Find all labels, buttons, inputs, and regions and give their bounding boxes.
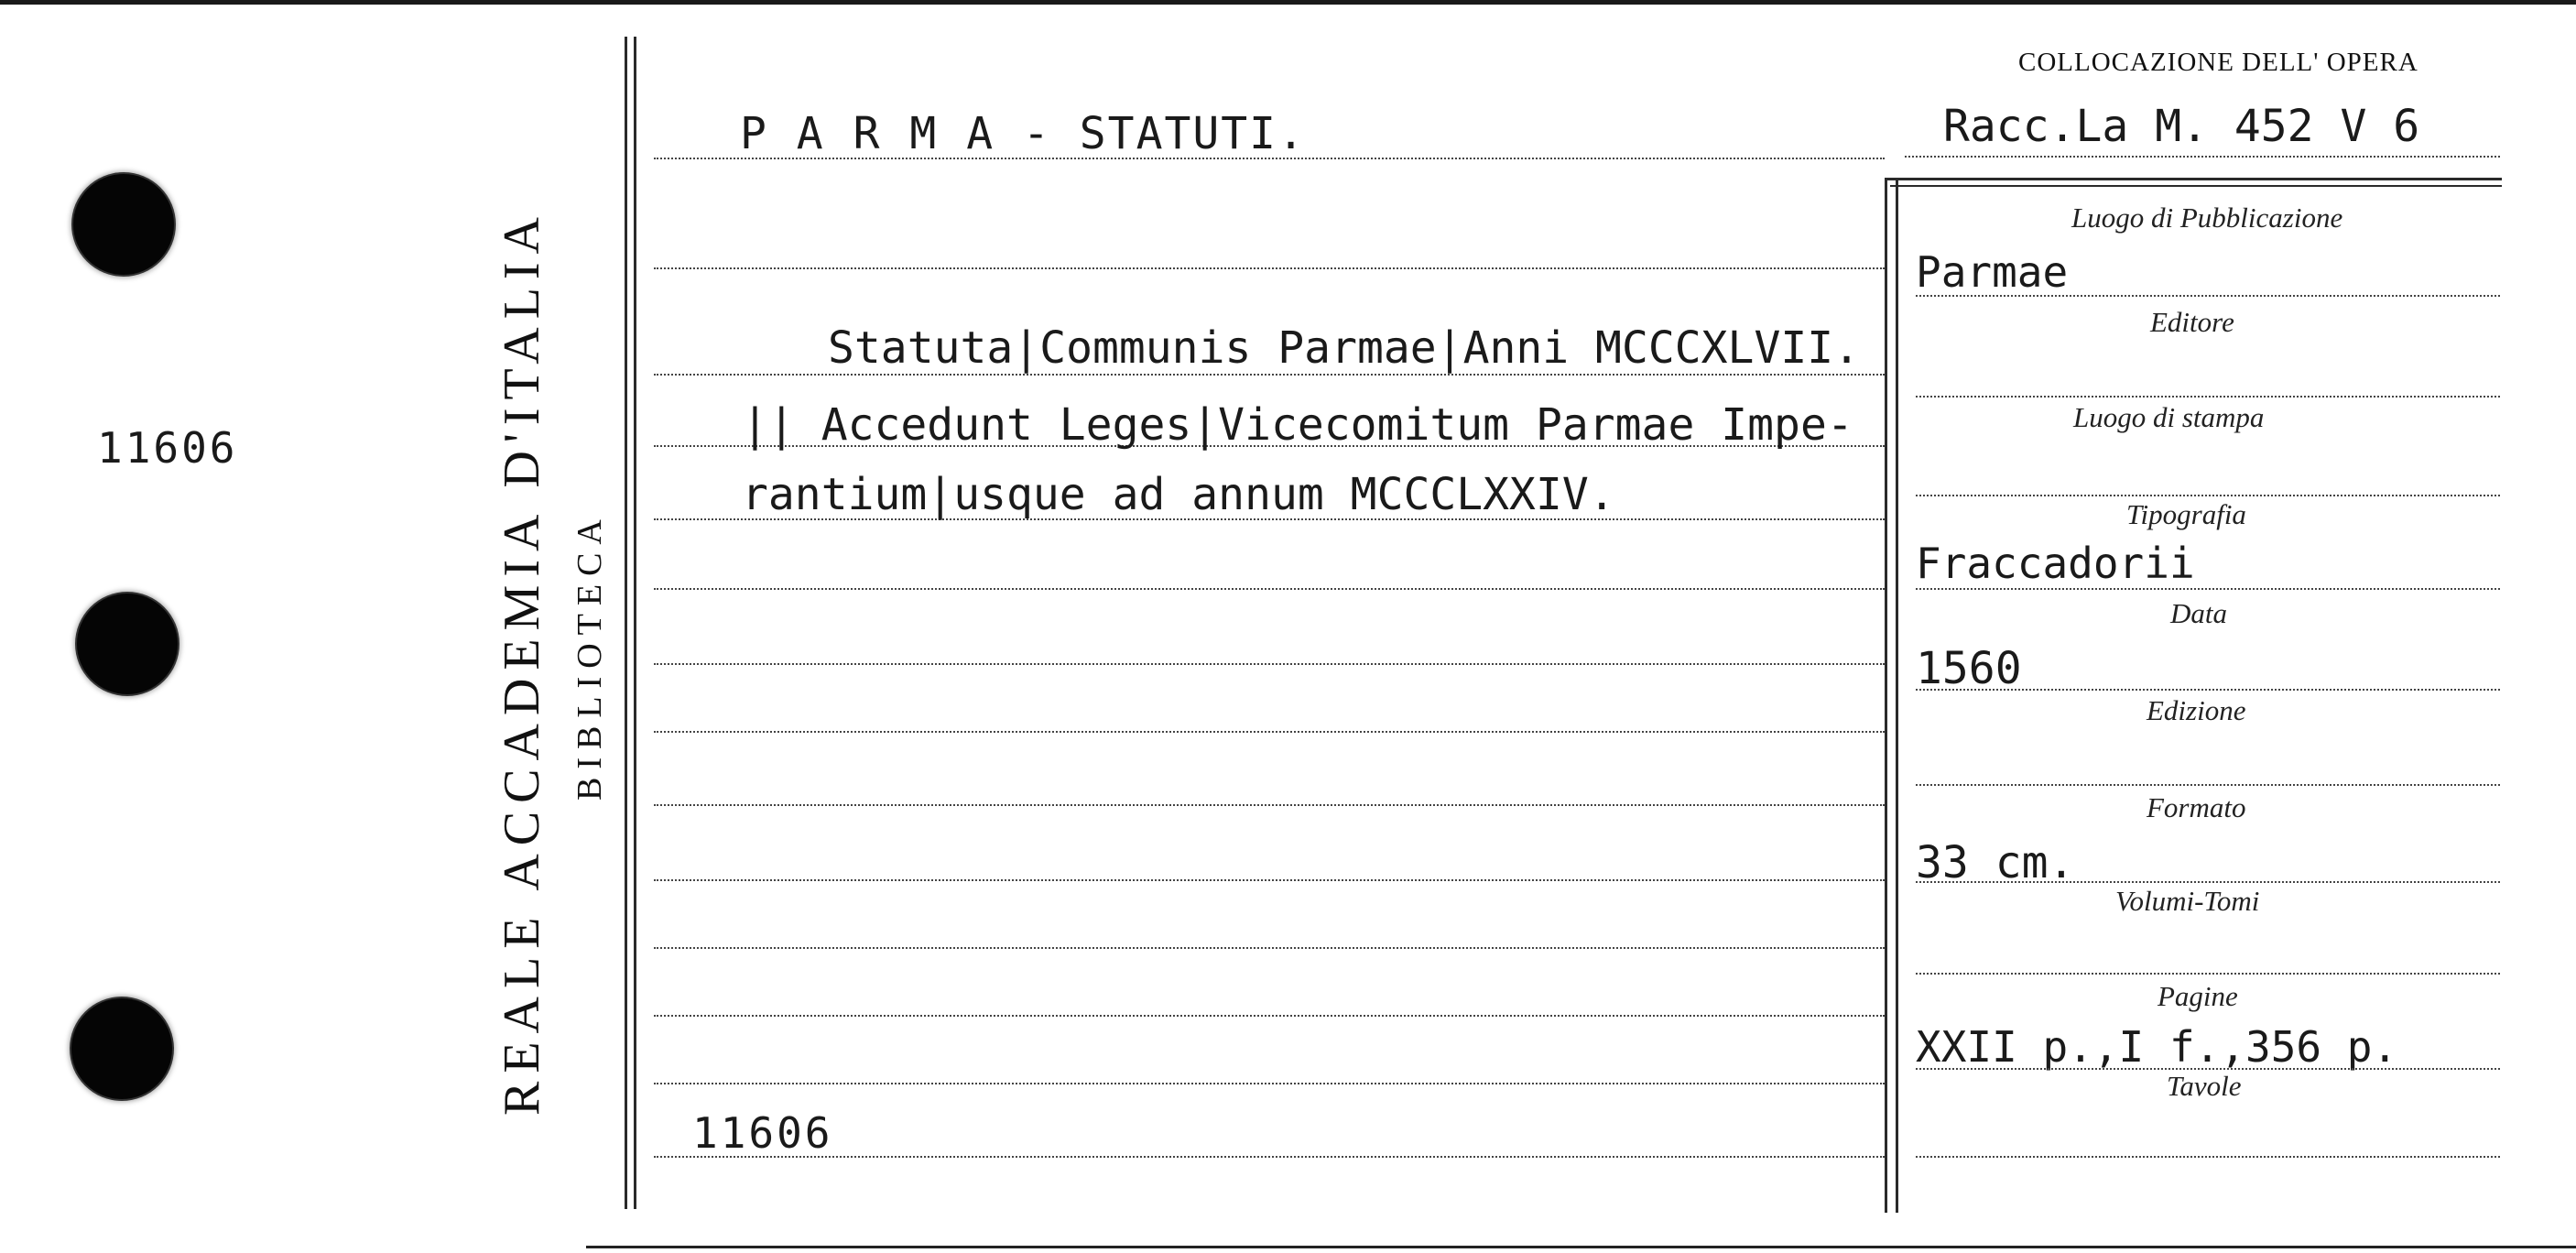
- subject-heading: P A R M A - STATUTI.: [740, 108, 1306, 159]
- label-editore: Editore: [2150, 306, 2234, 338]
- footer-card-number: 11606: [692, 1108, 833, 1158]
- field-rule: [1916, 396, 2500, 398]
- field-rule: [1916, 1156, 2500, 1158]
- label-luogo-stampa: Luogo di stampa: [2073, 401, 2265, 433]
- right-column-border-inner: [1896, 180, 1898, 1213]
- main-rule: [654, 947, 1885, 949]
- left-border-line-outer: [625, 37, 627, 1209]
- main-rule: [654, 1015, 1885, 1017]
- label-luogo-pubblicazione: Luogo di Pubblicazione: [2071, 202, 2343, 234]
- punch-hole-bottom: [71, 998, 172, 1099]
- punch-hole-middle: [77, 594, 178, 694]
- label-tipografia: Tipografia: [2126, 498, 2246, 530]
- card-bottom-edge: [586, 1246, 2576, 1248]
- label-volumi-tomi: Volumi-Tomi: [2115, 885, 2260, 917]
- field-rule: [1916, 295, 2500, 297]
- main-rule: [654, 879, 1885, 881]
- main-rule: [654, 804, 1885, 806]
- punch-hole-top: [73, 174, 174, 275]
- label-data: Data: [2170, 597, 2227, 629]
- title-line-2: || Accedunt Leges|Vicecomitum Parmae Impe-: [742, 399, 1853, 451]
- field-rule: [1916, 689, 2500, 691]
- right-column-border-outer: [1885, 180, 1887, 1213]
- value-tipografia: Fraccadorii: [1916, 539, 2195, 588]
- department-name: BIBLIOTECA: [571, 511, 609, 801]
- main-rule: [654, 374, 1885, 376]
- main-rule: [654, 731, 1885, 733]
- title-line-1: Statuta|Communis Parmae|Anni MCCCXLVII.: [828, 322, 1861, 374]
- collocazione-label: COLLOCAZIONE DELL' OPERA: [2018, 48, 2418, 77]
- value-pagine: XXII p.,I f.,356 p.: [1916, 1022, 2398, 1072]
- field-rule: [1916, 973, 2500, 975]
- value-luogo-pubblicazione: Parmae: [1916, 247, 2069, 297]
- field-rule: [1916, 495, 2500, 496]
- institution-name: REALE ACCADEMIA D'ITALIA: [494, 209, 550, 1116]
- field-rule: [1916, 881, 2500, 883]
- left-card-number: 11606: [97, 423, 238, 473]
- left-border-line-inner: [634, 37, 636, 1209]
- field-rule: [1916, 588, 2500, 590]
- title-line-3: rantium|usque ad annum MCCCLXXIV.: [742, 469, 1615, 520]
- shelfmark-rule: [1905, 156, 2500, 158]
- value-formato: 33 cm.: [1916, 837, 2075, 888]
- main-rule: [654, 267, 1885, 269]
- shelfmark: Racc.La M. 452 V 6: [1943, 101, 2420, 152]
- main-rule: [654, 663, 1885, 665]
- right-column-top-rule: [1885, 178, 2502, 180]
- label-pagine: Pagine: [2158, 980, 2238, 1012]
- main-rule: [654, 588, 1885, 590]
- main-rule: [654, 158, 1885, 159]
- main-rule: [654, 1083, 1885, 1084]
- label-tavole: Tavole: [2167, 1070, 2242, 1102]
- value-data: 1560: [1916, 643, 2022, 694]
- right-column-top-rule-inner: [1890, 185, 2502, 187]
- main-rule: [654, 1156, 1885, 1158]
- label-formato: Formato: [2147, 791, 2246, 823]
- label-edizione: Edizione: [2147, 694, 2246, 726]
- field-rule: [1916, 784, 2500, 786]
- card-top-edge: [0, 0, 2576, 5]
